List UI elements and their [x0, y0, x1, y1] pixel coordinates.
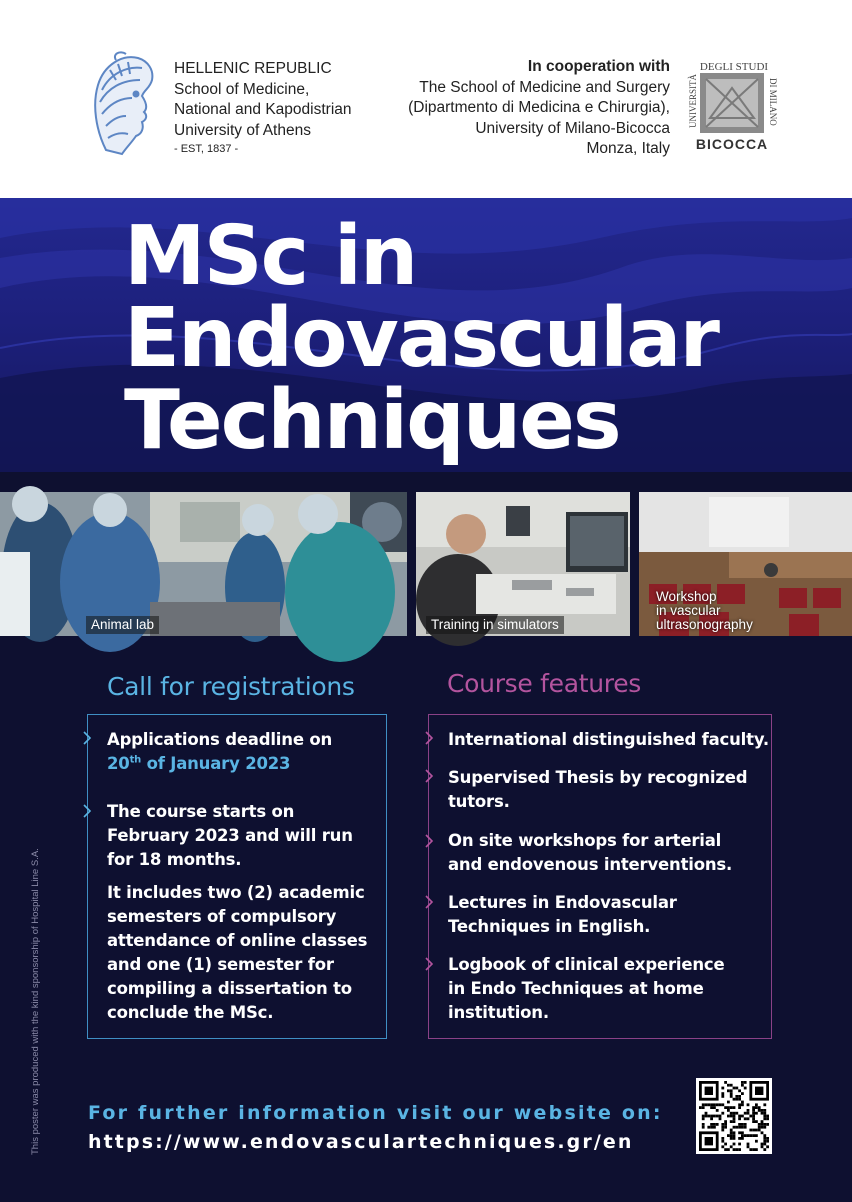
feature-line: Logbook of clinical experience	[448, 955, 725, 974]
chevron-right-icon	[424, 957, 434, 971]
deadline-suffix: th	[129, 754, 142, 766]
feature-item	[448, 953, 724, 1025]
website-link[interactable]: https://www.endovasculartechniques.gr/en	[88, 1131, 634, 1153]
cooperation-block	[408, 57, 670, 160]
course-start-line: February 2023 and will run	[107, 826, 353, 845]
feature-line: tutors.	[448, 792, 510, 811]
qr-code[interactable]	[696, 1078, 772, 1154]
course-title	[124, 209, 718, 468]
bicocca-name: BICOCCA	[695, 136, 769, 152]
bicocca-top-text: DEGLI STUDI	[699, 61, 769, 73]
uoa-name	[174, 59, 352, 141]
course-includes-line: compiling a dissertation to	[107, 979, 352, 998]
photo-animal-lab-image	[0, 492, 407, 636]
course-start-line: The course starts on	[107, 802, 295, 821]
cooperation-line: (Dipartmento di Medicina e Chirurgia),	[408, 99, 670, 116]
uoa-line: HELLENIC REPUBLIC	[174, 60, 332, 77]
course-includes-line: attendance of online classes	[107, 931, 368, 950]
athena-logo	[86, 50, 158, 160]
deadline-day: 20	[107, 754, 130, 773]
feature-item	[448, 766, 747, 814]
course-includes-line: It includes two (2) academic	[107, 883, 365, 902]
photo-workshop	[639, 492, 852, 636]
course-title-line: Endovascular	[124, 291, 718, 386]
feature-line: On site workshops for arterial	[448, 831, 722, 850]
course-includes-line: and one (1) semester for	[107, 955, 334, 974]
photo-animal-lab	[0, 492, 407, 636]
registrations-title: Call for registrations	[107, 672, 355, 701]
uoa-line: University of Athens	[174, 121, 311, 139]
feature-line: Lectures in Endovascular	[448, 893, 677, 912]
bicocca-right-text: DI MILANO	[768, 78, 778, 126]
feature-line: Supervised Thesis by recognized	[448, 768, 748, 787]
cooperation-title: In cooperation with	[527, 58, 670, 75]
photo-caption-line: Workshop	[656, 589, 717, 604]
bicocca-logo	[688, 58, 776, 154]
course-title-line: MSc in	[124, 209, 417, 304]
photo-caption-line: ultrasonography	[656, 617, 753, 632]
chevron-right-icon	[424, 769, 434, 783]
course-title-line: Techniques	[124, 373, 620, 468]
cooperation-line: Monza, Italy	[586, 140, 670, 157]
course-start-item	[107, 800, 353, 872]
photo-caption: Animal lab	[86, 616, 159, 634]
feature-item	[448, 891, 677, 939]
feature-line: institution.	[448, 1003, 549, 1022]
course-start-line: for 18 months.	[107, 850, 242, 869]
uoa-line: National and Kapodistrian	[174, 101, 352, 118]
bicocca-left-text: UNIVERSITÀ	[688, 74, 698, 128]
deadline-month: of January 2023	[141, 754, 291, 773]
cooperation-line: The School of Medicine and Surgery	[419, 78, 670, 96]
photo-simulators-image	[416, 492, 630, 636]
photo-caption: Training in simulators	[426, 616, 564, 634]
course-includes-line: conclude the MSc.	[107, 1003, 274, 1022]
more-info-text: For further information visit our website on:	[88, 1102, 663, 1124]
uoa-line: School of Medicine,	[174, 80, 310, 98]
photo-simulators	[416, 492, 630, 636]
photo-caption-line: in vascular	[656, 603, 721, 618]
features-title: Course features	[447, 669, 642, 698]
deadline-label: Applications deadline on	[107, 730, 333, 749]
photo-caption-multiline	[651, 589, 758, 633]
chevron-right-icon	[424, 834, 434, 848]
hero-banner	[0, 198, 852, 472]
chevron-right-icon	[82, 804, 92, 818]
course-includes-item	[107, 881, 367, 1025]
chevron-right-icon	[424, 895, 434, 909]
feature-line: Techniques in English.	[448, 917, 651, 936]
feature-line: and endovenous interventions.	[448, 855, 733, 874]
uoa-established: - EST, 1837 -	[174, 143, 239, 155]
feature-item	[448, 728, 769, 752]
deadline-date	[107, 752, 332, 776]
header	[0, 0, 852, 198]
deadline-item	[107, 728, 332, 776]
sponsorship-note: This poster was produced with the kind sponsorship of Hospital Line S.A.	[30, 848, 41, 1155]
course-includes-line: semesters of compulsory	[107, 907, 337, 926]
qr-code-icon	[699, 1081, 769, 1151]
feature-line: in Endo Techniques at home	[448, 979, 704, 998]
cooperation-line: University of Milano-Bicocca	[475, 119, 670, 137]
feature-line: International distinguished faculty.	[448, 730, 769, 749]
chevron-right-icon	[424, 731, 434, 745]
chevron-right-icon	[82, 731, 92, 745]
feature-item	[448, 829, 732, 877]
